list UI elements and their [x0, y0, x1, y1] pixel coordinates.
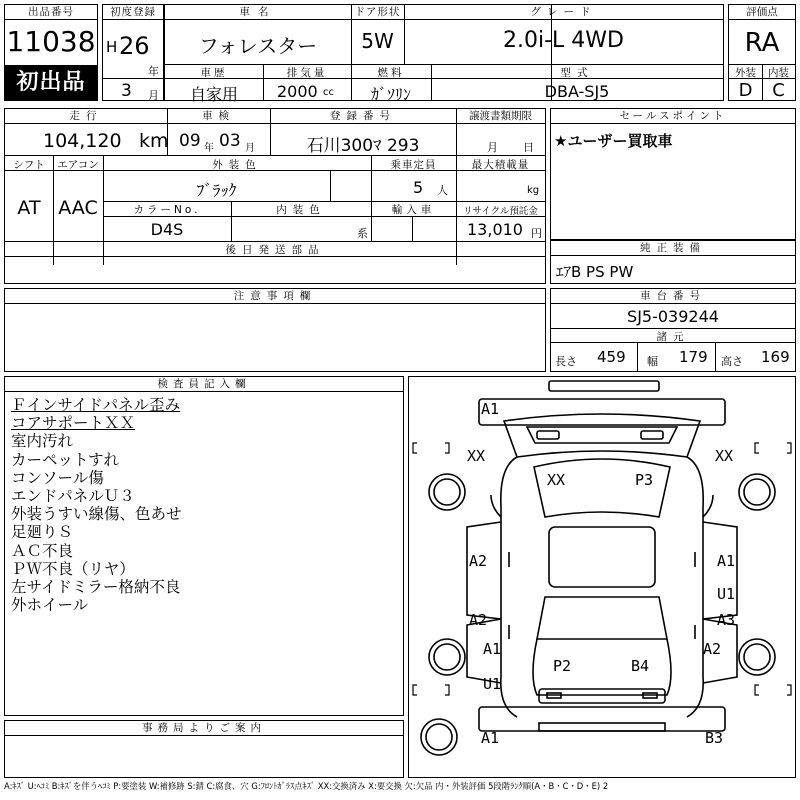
- lot-label: 出品番号: [5, 5, 97, 20]
- inspector-note: 外ホイール: [11, 596, 89, 615]
- height: 169: [761, 348, 790, 366]
- inspection-month-unit: 月: [245, 143, 255, 154]
- lot-number: 11038: [6, 25, 96, 58]
- width-label: 幅: [647, 355, 658, 368]
- sales-point-label: セールスポイント: [551, 109, 795, 124]
- mileage-label: 走行: [5, 109, 167, 124]
- inspector-note: エンドパネルＵ３: [11, 487, 135, 506]
- plate: 石川300ﾏ 293: [306, 136, 420, 156]
- damage-code: A3: [717, 611, 736, 629]
- height-label: 高さ: [721, 355, 743, 368]
- office-label: 事務局よりご案内: [5, 721, 403, 736]
- month-unit: 月: [148, 89, 159, 102]
- model: DBA-SJ5: [544, 82, 610, 101]
- int-color-unit: 系: [357, 227, 368, 240]
- interior-score: C: [772, 80, 785, 101]
- damage-code: A1: [483, 640, 502, 658]
- exterior-label: 外装: [735, 67, 756, 79]
- inspector-label: 検査員記入欄: [5, 377, 403, 392]
- month: 3: [121, 81, 132, 101]
- inspector-note: コアサポートＸＸ: [11, 414, 136, 433]
- capacity-unit: 人: [437, 184, 448, 197]
- grade-label: グレード: [404, 5, 723, 20]
- ext-color: ﾌﾞﾗｯｸ: [196, 181, 237, 200]
- chassis: SJ5-039244: [627, 307, 719, 326]
- transfer-day-unit: 日: [523, 141, 534, 154]
- int-color-label: 内装色: [276, 204, 326, 216]
- inspector-note: 足廻りＳ: [11, 523, 74, 542]
- length-label: 長さ: [555, 355, 577, 368]
- fuel-label: 燃料: [377, 67, 405, 79]
- color-no-label: カラーNo.: [133, 204, 201, 216]
- genuine: ｴｱB PS PW: [556, 263, 634, 281]
- inspector-note: 左サイドミラー格納不良: [11, 578, 181, 597]
- sales-point: ★ユーザー買取車: [554, 132, 673, 150]
- office-box: [4, 720, 404, 778]
- damage-diagram-box: [408, 376, 796, 778]
- door-label: ドア形状: [351, 5, 404, 20]
- damage-code: XX: [715, 447, 734, 465]
- inspector-note: 外装うすい線傷、色あせ: [11, 505, 182, 524]
- fuel: ｶﾞｿﾘﾝ: [370, 85, 411, 104]
- inspection-month: 03: [219, 131, 241, 151]
- length: 459: [597, 348, 626, 366]
- genuine-label: 純正装備: [551, 241, 795, 256]
- load-label: 最大積載量: [471, 159, 530, 171]
- inspection-year: 09: [179, 131, 201, 151]
- score: RA: [744, 28, 780, 58]
- door: 5W: [361, 29, 394, 53]
- shift-label: シフト: [13, 159, 45, 171]
- damage-code: B3: [705, 729, 724, 747]
- damage-code: P2: [553, 657, 572, 675]
- score-label: 評価点: [729, 5, 795, 20]
- width: 179: [679, 348, 708, 366]
- damage-code: P3: [635, 471, 654, 489]
- inspector-note: ＰＷ不良（リヤ）: [11, 559, 135, 578]
- recycle-label: リサイクル預託金: [463, 206, 538, 217]
- damage-code: A2: [469, 552, 488, 570]
- displacement: 2000: [277, 82, 318, 101]
- damage-code: XX: [467, 447, 486, 465]
- mileage: 104,120: [43, 130, 122, 152]
- score-box: [728, 4, 796, 101]
- car-history: 自家用: [189, 85, 238, 104]
- registration-box: [102, 4, 164, 101]
- lot-box: [4, 4, 98, 101]
- inspector-note: ＡＣ不良: [11, 541, 74, 560]
- import-label: 輸入車: [391, 204, 436, 216]
- damage-code: A2: [469, 611, 488, 629]
- interior-label: 内装: [768, 67, 789, 79]
- registration-label: 初度登録: [103, 5, 163, 20]
- ac-label: エアコン: [57, 159, 99, 171]
- mileage-unit: km: [139, 130, 169, 152]
- damage-code: A2: [703, 640, 722, 658]
- inspector-note: カーペットすれ: [11, 450, 120, 469]
- load-unit: kg: [527, 185, 540, 196]
- inspector-box: [4, 376, 404, 716]
- displacement-label: 排気量: [286, 67, 328, 79]
- damage-code: U1: [483, 675, 502, 693]
- inspection-year-unit: 年: [204, 143, 214, 154]
- exterior-score: D: [738, 80, 753, 101]
- sales-point-box: [550, 108, 796, 240]
- model-label: 型式: [560, 67, 594, 79]
- notes-label: 注意事項欄: [5, 289, 545, 304]
- damage-code: B4: [631, 657, 650, 675]
- later-parts-label: 後日発送部品: [225, 244, 325, 256]
- inspector-notes: [11, 396, 401, 614]
- car-history-label: 車歴: [200, 67, 228, 79]
- era: H: [106, 38, 118, 56]
- ext-color-label: 外装色: [212, 159, 262, 171]
- transfer-month-unit: 月: [487, 141, 498, 154]
- displacement-unit: cc: [323, 87, 334, 98]
- inspector-note: コンソール傷: [11, 468, 104, 487]
- chassis-box: [550, 288, 796, 372]
- recycle: 13,010: [467, 220, 523, 239]
- first-listing-badge: 初出品: [5, 65, 97, 100]
- chassis-label: 車台番号: [551, 289, 795, 304]
- car-name-label: 車名: [165, 5, 351, 20]
- transfer-label: 譲渡書類期限: [456, 109, 545, 124]
- dims-label: 諸元: [656, 331, 690, 343]
- notes-box: [4, 288, 546, 372]
- inspector-note: 室内汚れ: [11, 432, 74, 451]
- ac: AAC: [58, 197, 98, 219]
- legend: A:ｷｽﾞ U:ﾍｺﾐ B:ｷｽﾞを伴うﾍｺﾐ P:要塗装 W:補修跡 S:錆 C:腐食、穴 G:ﾌﾛﾝﾄｶﾞﾗｽ点ｷｽﾞ XX:交換済み X:要交換 欠:欠品 内・外装評価 5段階ﾗﾝｸ順(A・B・C・D・E) 2: [4, 781, 609, 791]
- grade: 2.0i-L 4WD: [503, 28, 624, 53]
- genuine-box: [550, 240, 796, 284]
- capacity-label: 乗車定員: [390, 159, 437, 171]
- damage-code: A1: [481, 729, 500, 747]
- year-unit: 年: [148, 65, 159, 78]
- damage-code: U1: [717, 585, 736, 603]
- damage-code: A1: [481, 400, 500, 418]
- damage-code: A1: [717, 552, 736, 570]
- car-name: フォレスター: [198, 34, 318, 58]
- car-diagram: [409, 377, 795, 777]
- car-name-box: [164, 4, 724, 104]
- year: 26: [119, 32, 150, 60]
- vehicle-info-block: [4, 108, 546, 284]
- inspection-label: 車検: [167, 109, 270, 124]
- damage-code: XX: [547, 471, 566, 489]
- capacity: 5: [413, 178, 424, 197]
- shift: AT: [17, 197, 41, 219]
- inspector-note: Ｆインサイドパネル歪み: [11, 396, 181, 414]
- recycle-unit: 円: [531, 227, 542, 240]
- color-no: D4S: [150, 220, 184, 239]
- plate-label: 登録番号: [270, 109, 456, 124]
